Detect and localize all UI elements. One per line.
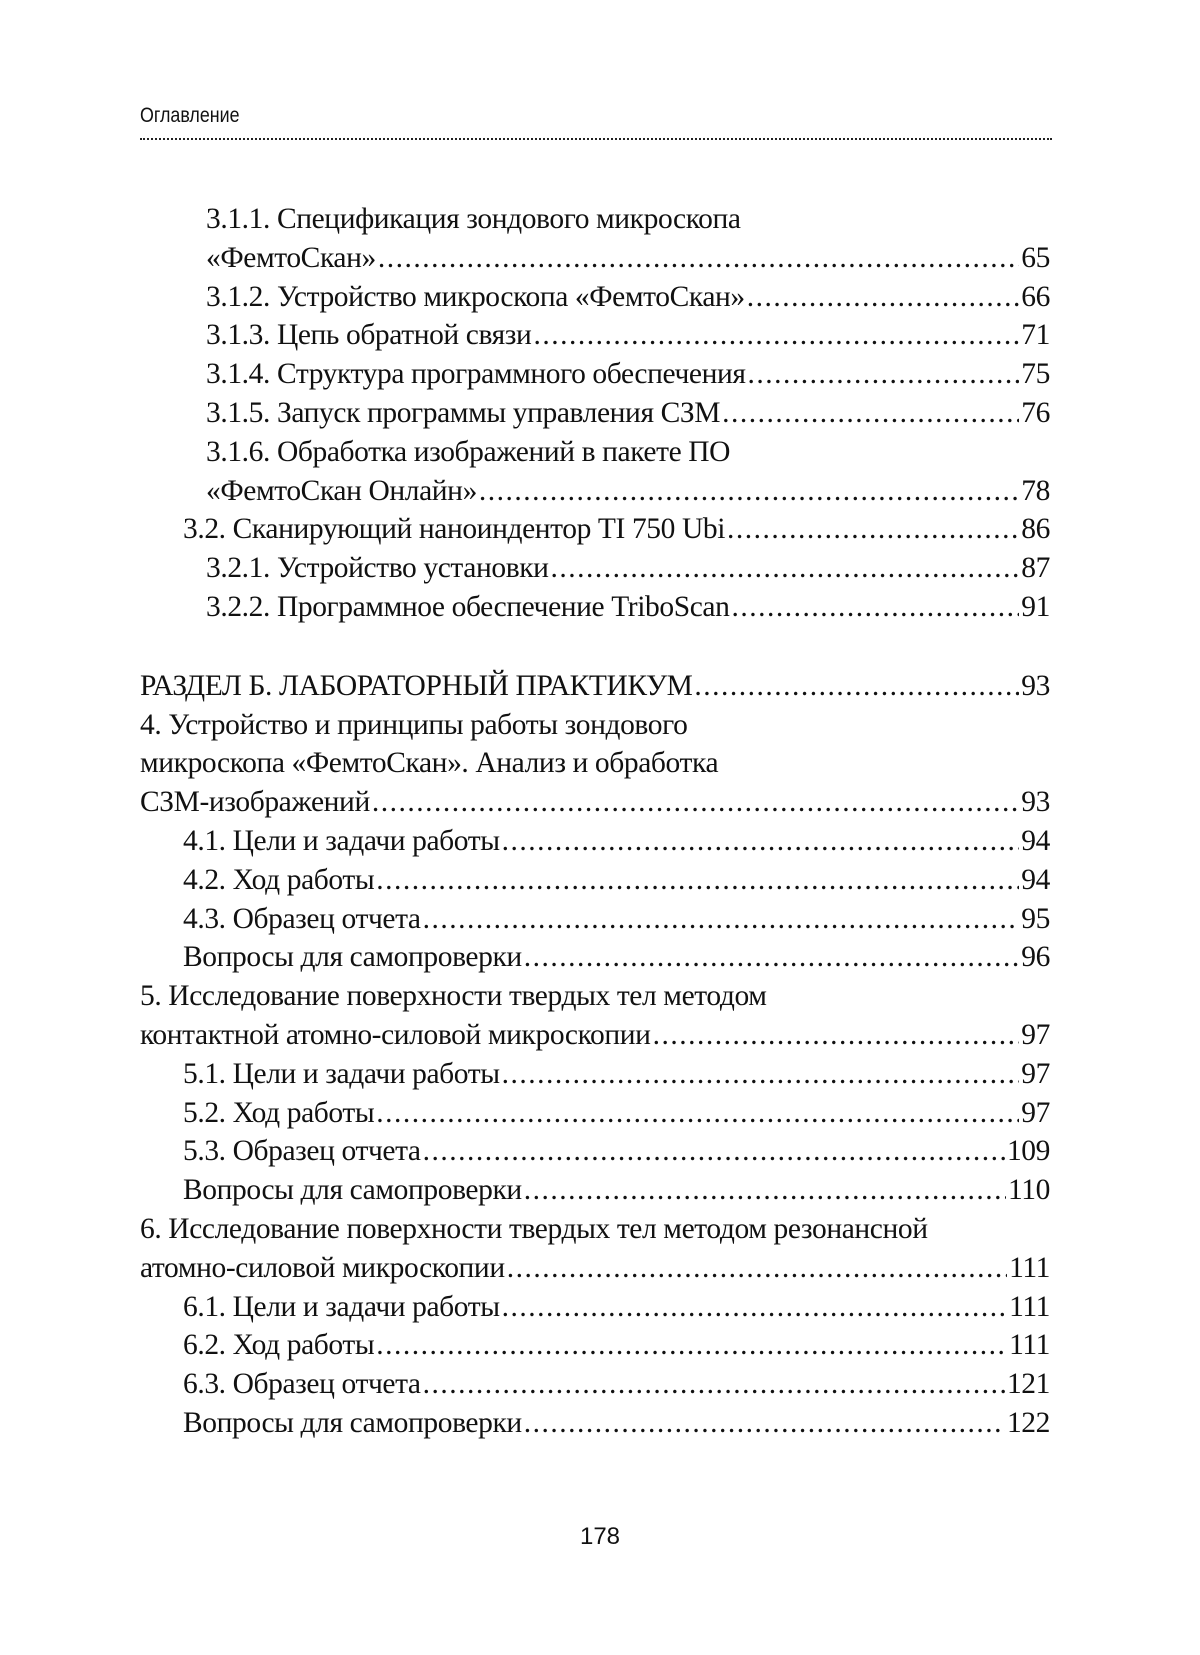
toc-entry-page: 122 bbox=[1006, 1406, 1050, 1439]
toc-entry-page: 97 bbox=[1021, 1018, 1050, 1051]
toc-entry-title: 3.1.5. Запуск программы управления СЗМ bbox=[206, 396, 721, 429]
dot-leader bbox=[502, 822, 1020, 861]
toc-entry-title: 3.1.3. Цепь обратной связи bbox=[206, 319, 532, 352]
toc-entry bbox=[140, 1016, 1050, 1055]
dot-leader bbox=[479, 472, 1019, 511]
toc-entry-title: 6.1. Цели и задачи работы bbox=[183, 1290, 500, 1323]
toc-entry-title: контактной атомно-силовой микроскопии bbox=[140, 1018, 651, 1051]
toc-entry-title: «ФемтоСкан Онлайн» bbox=[206, 474, 477, 507]
toc-entry-title: 6.3. Образец отчета bbox=[183, 1368, 421, 1401]
toc-entry-title: РАЗДЕЛ Б. ЛАБОРАТОРНЫЙ ПРАКТИКУМ bbox=[140, 669, 693, 702]
toc-entry-title: 4. Устройство и принципы работы зондового bbox=[140, 708, 688, 741]
dot-leader bbox=[694, 667, 1019, 706]
toc-entry-title: 3.2.1. Устройство установки bbox=[206, 552, 549, 585]
dot-leader bbox=[524, 1171, 1006, 1210]
toc-entry bbox=[140, 1055, 1050, 1094]
toc-entry bbox=[140, 472, 1050, 511]
toc-entry-title: 3.2. Сканирующий наноиндентор TI 750 Ubi bbox=[183, 513, 726, 546]
toc-entry-page: 94 bbox=[1021, 863, 1050, 896]
toc-entry bbox=[140, 706, 1050, 745]
dot-leader bbox=[376, 1094, 1019, 1133]
dot-leader bbox=[507, 1249, 1007, 1288]
header-dotted-rule bbox=[140, 138, 1052, 140]
dot-leader bbox=[653, 1016, 1020, 1055]
toc-entry bbox=[140, 278, 1050, 317]
dot-leader bbox=[731, 588, 1019, 627]
toc-entry-page: 111 bbox=[1009, 1251, 1050, 1284]
toc-entry-page: 97 bbox=[1021, 1096, 1050, 1129]
toc-entry-title: атомно-силовой микроскопии bbox=[140, 1251, 505, 1284]
toc-entry bbox=[140, 1288, 1050, 1327]
toc-entry-title: Вопросы для самопроверки bbox=[183, 941, 522, 974]
toc-entry-page: 93 bbox=[1021, 669, 1050, 702]
toc-entry bbox=[140, 510, 1050, 549]
toc-entry-page: 95 bbox=[1021, 902, 1050, 935]
dot-leader bbox=[502, 1055, 1020, 1094]
dot-leader bbox=[524, 1404, 1005, 1443]
dot-leader bbox=[551, 549, 1020, 588]
toc-entry bbox=[140, 938, 1050, 977]
toc-entry-title: 6.2. Ход работы bbox=[183, 1329, 375, 1362]
toc-entry-page: 66 bbox=[1021, 280, 1050, 313]
toc-entry-title: 3.1.1. Спецификация зондового микроскопа bbox=[206, 203, 741, 235]
toc-entry bbox=[140, 355, 1050, 394]
dot-leader bbox=[423, 1365, 1005, 1404]
toc-entry-title: 6. Исследование поверхности твердых тел методом резонансной bbox=[140, 1212, 928, 1245]
toc-entry-title: 3.2.2. Программное обеспечение TriboScan bbox=[206, 590, 730, 623]
toc-entry-page: 94 bbox=[1021, 824, 1050, 857]
dot-leader bbox=[748, 355, 1020, 394]
toc-entry-title: «ФемтоСкан» bbox=[206, 241, 376, 274]
toc-entry-title: 3.1.4. Структура программного обеспечения bbox=[206, 358, 746, 391]
toc-entry-title: микроскопа «ФемтоСкан». Анализ и обработка bbox=[140, 747, 719, 780]
dot-leader bbox=[372, 783, 1019, 822]
toc-entry bbox=[140, 1210, 1050, 1249]
dot-leader bbox=[533, 316, 1019, 355]
toc-entry bbox=[140, 1365, 1050, 1404]
toc-entry bbox=[140, 239, 1050, 278]
toc-entry bbox=[140, 1132, 1050, 1171]
toc-entry bbox=[140, 667, 1050, 706]
toc-entry-page: 121 bbox=[1006, 1368, 1050, 1401]
toc-entry-title: 5. Исследование поверхности твердых тел методом bbox=[140, 980, 767, 1013]
toc-entry-page: 109 bbox=[1006, 1135, 1050, 1168]
dot-leader bbox=[727, 510, 1019, 549]
toc-entry bbox=[140, 394, 1050, 433]
toc-entry bbox=[140, 744, 1050, 783]
toc-entry bbox=[140, 1249, 1050, 1288]
toc-entry-page: 76 bbox=[1021, 396, 1050, 429]
toc-entry bbox=[140, 900, 1050, 939]
dot-leader bbox=[376, 861, 1019, 900]
dot-leader bbox=[747, 278, 1020, 317]
toc-entry-title: Вопросы для самопроверки bbox=[183, 1406, 522, 1439]
toc-entry bbox=[140, 433, 1050, 472]
toc-entry-title: 5.1. Цели и задачи работы bbox=[183, 1057, 500, 1090]
toc-entry bbox=[140, 200, 1050, 239]
toc-entry bbox=[140, 549, 1050, 588]
toc-entry-page: 65 bbox=[1021, 241, 1050, 274]
dot-leader bbox=[524, 938, 1020, 977]
toc-entry-title: 5.3. Образец отчета bbox=[183, 1135, 421, 1168]
table-of-contents bbox=[140, 200, 1050, 1443]
dot-leader bbox=[423, 900, 1020, 939]
toc-entry-page: 86 bbox=[1021, 513, 1050, 546]
dot-leader bbox=[423, 1132, 1005, 1171]
toc-entry-title: 4.3. Образец отчета bbox=[183, 902, 421, 935]
toc-entry-page: 111 bbox=[1009, 1290, 1050, 1323]
toc-entry-page: 93 bbox=[1021, 786, 1050, 819]
toc-entry bbox=[140, 1326, 1050, 1365]
toc-entry bbox=[140, 822, 1050, 861]
dot-leader bbox=[378, 239, 1019, 278]
toc-entry-title: 4.1. Цели и задачи работы bbox=[183, 824, 500, 857]
dot-leader bbox=[722, 394, 1019, 433]
dot-leader bbox=[502, 1288, 1007, 1327]
toc-entry-page: 75 bbox=[1021, 358, 1050, 391]
page-number: 178 bbox=[579, 1523, 621, 1550]
toc-entry-page: 71 bbox=[1021, 319, 1050, 352]
toc-entry-page: 96 bbox=[1021, 941, 1050, 974]
toc-entry-page: 110 bbox=[1008, 1174, 1050, 1207]
toc-entry bbox=[140, 316, 1050, 355]
dot-leader bbox=[376, 1326, 1007, 1365]
toc-entry-page: 78 bbox=[1021, 474, 1050, 507]
toc-entry-page: 91 bbox=[1021, 590, 1050, 623]
toc-entry bbox=[140, 783, 1050, 822]
toc-entry bbox=[140, 861, 1050, 900]
toc-entry bbox=[140, 1404, 1050, 1443]
toc-entry bbox=[140, 1094, 1050, 1133]
toc-entry bbox=[140, 1171, 1050, 1210]
toc-entry bbox=[140, 977, 1050, 1016]
toc-entry-title: СЗМ-изображений bbox=[140, 786, 370, 819]
running-head: Оглавление bbox=[140, 104, 240, 127]
toc-entry-page: 111 bbox=[1009, 1329, 1050, 1362]
toc-entry-title: 3.1.2. Устройство микроскопа «ФемтоСкан» bbox=[206, 280, 745, 313]
toc-entry-title: 3.1.6. Обработка изображений в пакете ПО bbox=[206, 435, 731, 468]
toc-entry-page: 97 bbox=[1021, 1057, 1050, 1090]
toc-entry-title: 4.2. Ход работы bbox=[183, 863, 375, 896]
toc-entry-title: 5.2. Ход работы bbox=[183, 1096, 375, 1129]
toc-entry bbox=[140, 588, 1050, 627]
toc-entry-page: 87 bbox=[1021, 552, 1050, 585]
toc-entry-title: Вопросы для самопроверки bbox=[183, 1174, 522, 1207]
